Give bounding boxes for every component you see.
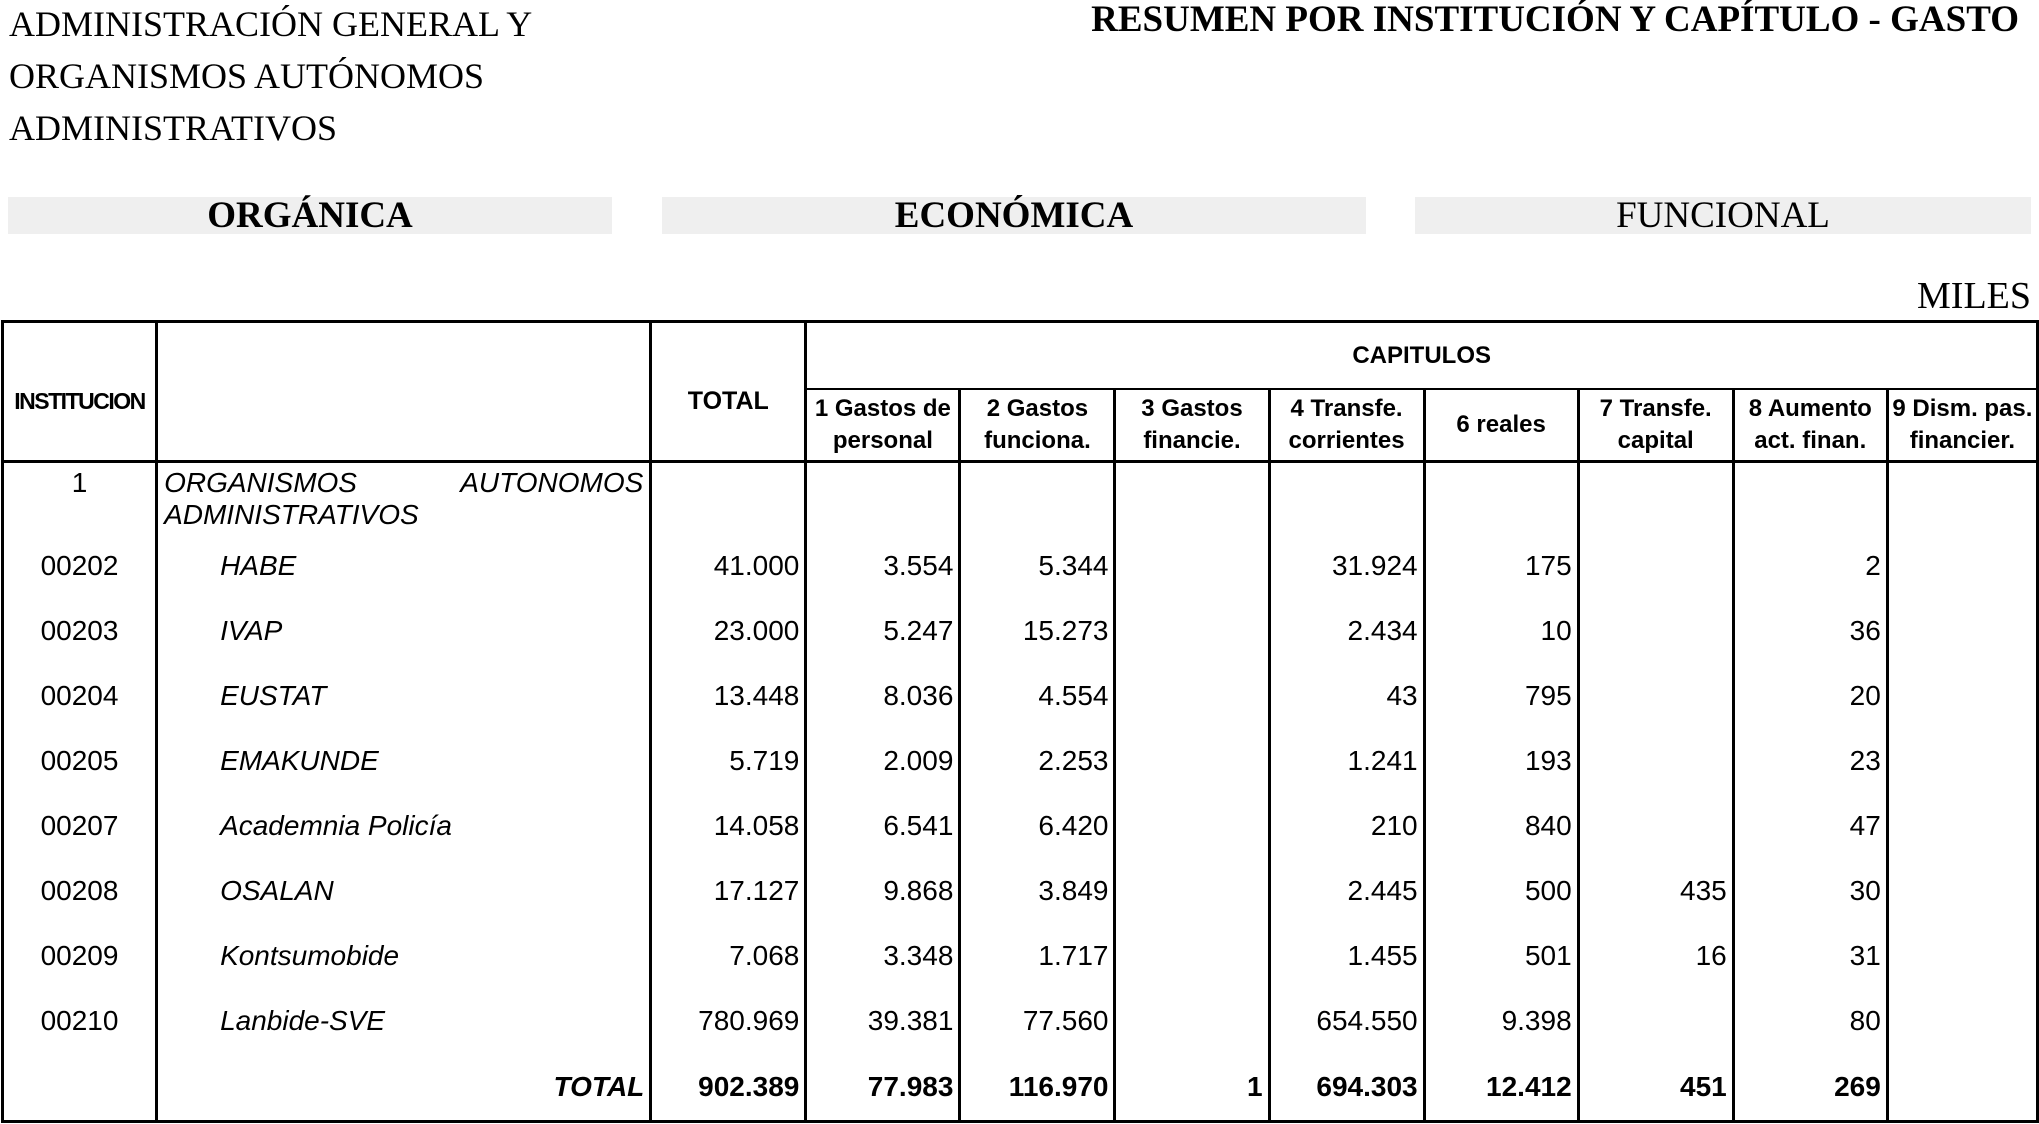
header-total	[651, 322, 806, 462]
header-chapter-7	[1578, 389, 1733, 462]
header-institucion-label: INSTITUCION	[14, 388, 145, 414]
institution-name: OSALAN	[157, 858, 651, 923]
cell-c7	[1578, 793, 1733, 858]
empty-cell	[3, 1053, 157, 1122]
cell-c2: 15.273	[960, 598, 1115, 663]
cell-c1: 5.247	[806, 598, 960, 663]
chapter-label: financie.	[1143, 427, 1241, 454]
header-chapter-8	[1733, 389, 1887, 462]
institution-code: 00203	[3, 598, 157, 663]
header-capitulos: CAPITULOS	[806, 322, 2038, 390]
cell-c6: 9.398	[1424, 988, 1578, 1053]
group-name-word: AUTONOMOS	[460, 467, 644, 498]
total-c9	[1887, 1053, 2037, 1122]
cell-total: 780.969	[651, 988, 806, 1053]
cell-c2: 3.849	[960, 858, 1115, 923]
table-row	[3, 793, 2038, 858]
institution-code: 00207	[3, 793, 157, 858]
institution-code: 00209	[3, 923, 157, 988]
total-c1: 77.983	[806, 1053, 960, 1122]
cell-c4: 31.924	[1269, 533, 1424, 598]
institution-name: Lanbide-SVE	[157, 988, 651, 1053]
header-institucion	[3, 322, 157, 462]
table-row	[3, 533, 2038, 598]
cell-c3	[1115, 533, 1269, 598]
cell-c6: 840	[1424, 793, 1578, 858]
cell-total: 7.068	[651, 923, 806, 988]
cell-total: 41.000	[651, 533, 806, 598]
cell-c4: 654.550	[1269, 988, 1424, 1053]
cell-c2: 6.420	[960, 793, 1115, 858]
empty-cell	[651, 462, 806, 534]
cell-c7	[1578, 728, 1733, 793]
cell-c1: 39.381	[806, 988, 960, 1053]
cell-c1: 2.009	[806, 728, 960, 793]
institution-code: 00204	[3, 663, 157, 728]
empty-cell	[960, 462, 1115, 534]
group-name-line: ADMINISTRATIVOS	[164, 499, 419, 530]
institution-name: EMAKUNDE	[157, 728, 651, 793]
chapter-label: 9 Dism. pas.	[1892, 395, 2033, 422]
cell-c8: 36	[1733, 598, 1887, 663]
cell-c6: 10	[1424, 598, 1578, 663]
cell-total: 17.127	[651, 858, 806, 923]
cell-c4: 2.434	[1269, 598, 1424, 663]
cell-c8: 23	[1733, 728, 1887, 793]
cell-c7	[1578, 663, 1733, 728]
cell-c2: 4.554	[960, 663, 1115, 728]
header-chapter-4	[1269, 389, 1424, 462]
chapter-label: corrientes	[1288, 427, 1405, 454]
institution-code: 00205	[3, 728, 157, 793]
group-name	[157, 462, 651, 534]
cell-c6: 500	[1424, 858, 1578, 923]
cell-c3	[1115, 793, 1269, 858]
chapter-label: 4 Transfe.	[1290, 395, 1403, 422]
cell-c9	[1887, 663, 2037, 728]
institution-name: Kontsumobide	[157, 923, 651, 988]
empty-cell	[1269, 462, 1424, 534]
chapter-label: 2 Gastos	[986, 395, 1089, 422]
organization-title-line: ADMINISTRATIVOS	[9, 108, 338, 148]
cell-total: 14.058	[651, 793, 806, 858]
cell-c9	[1887, 988, 2037, 1053]
cell-c1: 8.036	[806, 663, 960, 728]
organization-title-line: ORGANISMOS AUTÓNOMOS	[9, 56, 485, 96]
cell-c4: 1.455	[1269, 923, 1424, 988]
organization-title-line: ADMINISTRACIÓN GENERAL Y	[9, 4, 533, 44]
totals-row	[3, 1053, 2038, 1122]
cell-c6: 501	[1424, 923, 1578, 988]
cell-c2: 77.560	[960, 988, 1115, 1053]
cell-c3	[1115, 988, 1269, 1053]
table-row	[3, 923, 2038, 988]
chapter-label: 8 Aumento	[1748, 395, 1872, 422]
chapter-label: act. finan.	[1754, 427, 1867, 454]
cell-c8: 30	[1733, 858, 1887, 923]
cell-c4: 1.241	[1269, 728, 1424, 793]
cell-c9	[1887, 793, 2037, 858]
total-c4: 694.303	[1269, 1053, 1424, 1122]
chapter-label: 6 reales	[1456, 411, 1546, 438]
total-c6: 12.412	[1424, 1053, 1578, 1122]
cell-c2: 2.253	[960, 728, 1115, 793]
header-name	[157, 322, 651, 462]
chapter-label: capital	[1617, 427, 1694, 454]
cell-c1: 3.348	[806, 923, 960, 988]
empty-cell	[1424, 462, 1578, 534]
cell-c6: 193	[1424, 728, 1578, 793]
empty-cell	[1115, 462, 1269, 534]
cell-total: 13.448	[651, 663, 806, 728]
cell-c9	[1887, 728, 2037, 793]
header-chapter-6	[1424, 389, 1578, 462]
empty-cell	[1887, 462, 2037, 534]
cell-c3	[1115, 598, 1269, 663]
cell-c2: 5.344	[960, 533, 1115, 598]
cell-c9	[1887, 858, 2037, 923]
tab-economica[interactable]: ECONÓMICA	[662, 197, 1366, 234]
tab-organica[interactable]: ORGÁNICA	[8, 197, 612, 234]
institution-code: 00202	[3, 533, 157, 598]
tab-funcional[interactable]: FUNCIONAL	[1415, 197, 2031, 234]
organization-title	[9, 0, 629, 154]
header-chapter-9	[1887, 389, 2037, 462]
cell-c1: 6.541	[806, 793, 960, 858]
cell-c8: 2	[1733, 533, 1887, 598]
table-row	[3, 598, 2038, 663]
total-c8: 269	[1733, 1053, 1887, 1122]
total-c7: 451	[1578, 1053, 1733, 1122]
institution-name: Academnia Policía	[157, 793, 651, 858]
cell-c4: 2.445	[1269, 858, 1424, 923]
table-row	[3, 858, 2038, 923]
cell-c7	[1578, 988, 1733, 1053]
cell-c3	[1115, 728, 1269, 793]
cell-c1: 9.868	[806, 858, 960, 923]
chapter-label: funciona.	[984, 427, 1091, 454]
cell-c8: 80	[1733, 988, 1887, 1053]
units-label: MILES	[1917, 275, 2031, 317]
cell-total: 5.719	[651, 728, 806, 793]
table-row	[3, 663, 2038, 728]
cell-c9	[1887, 533, 2037, 598]
chapter-label: financier.	[1909, 427, 2016, 454]
institution-name: EUSTAT	[157, 663, 651, 728]
cell-c3	[1115, 923, 1269, 988]
institution-code: 00210	[3, 988, 157, 1053]
chapters-table	[1, 320, 2039, 1123]
cell-c7	[1578, 533, 1733, 598]
empty-cell	[806, 462, 960, 534]
cell-c3	[1115, 663, 1269, 728]
total-c3: 1	[1115, 1053, 1269, 1122]
cell-c8: 47	[1733, 793, 1887, 858]
group-code: 1	[3, 462, 157, 534]
total-c2: 116.970	[960, 1053, 1115, 1122]
institution-name: IVAP	[157, 598, 651, 663]
cell-c1: 3.554	[806, 533, 960, 598]
cell-c9	[1887, 598, 2037, 663]
cell-c4: 210	[1269, 793, 1424, 858]
cell-c7: 16	[1578, 923, 1733, 988]
cell-c4: 43	[1269, 663, 1424, 728]
table-row	[3, 728, 2038, 793]
total-total: 902.389	[651, 1053, 806, 1122]
cell-c7: 435	[1578, 858, 1733, 923]
header-chapter-2	[960, 389, 1115, 462]
totals-label: TOTAL	[157, 1053, 651, 1122]
chapter-label: personal	[832, 427, 933, 454]
header-chapter-1	[806, 389, 960, 462]
chapter-label: 1 Gastos de	[814, 395, 951, 422]
cell-total: 23.000	[651, 598, 806, 663]
cell-c6: 795	[1424, 663, 1578, 728]
report-title: RESUMEN POR INSTITUCIÓN Y CAPÍTULO - GASTO	[1091, 0, 2019, 40]
table-row	[3, 988, 2038, 1053]
cell-c6: 175	[1424, 533, 1578, 598]
cell-c7	[1578, 598, 1733, 663]
cell-c2: 1.717	[960, 923, 1115, 988]
cell-c3	[1115, 858, 1269, 923]
header-total-label: TOTAL	[687, 387, 769, 415]
header-chapter-3	[1115, 389, 1269, 462]
empty-cell	[1578, 462, 1733, 534]
empty-cell	[1733, 462, 1887, 534]
group-row	[3, 462, 2038, 534]
institution-code: 00208	[3, 858, 157, 923]
group-name-word: ORGANISMOS	[164, 467, 357, 498]
cell-c9	[1887, 923, 2037, 988]
chapter-label: 7 Transfe.	[1599, 395, 1712, 422]
institution-name: HABE	[157, 533, 651, 598]
chapter-label: 3 Gastos	[1141, 395, 1243, 422]
cell-c8: 20	[1733, 663, 1887, 728]
cell-c8: 31	[1733, 923, 1887, 988]
